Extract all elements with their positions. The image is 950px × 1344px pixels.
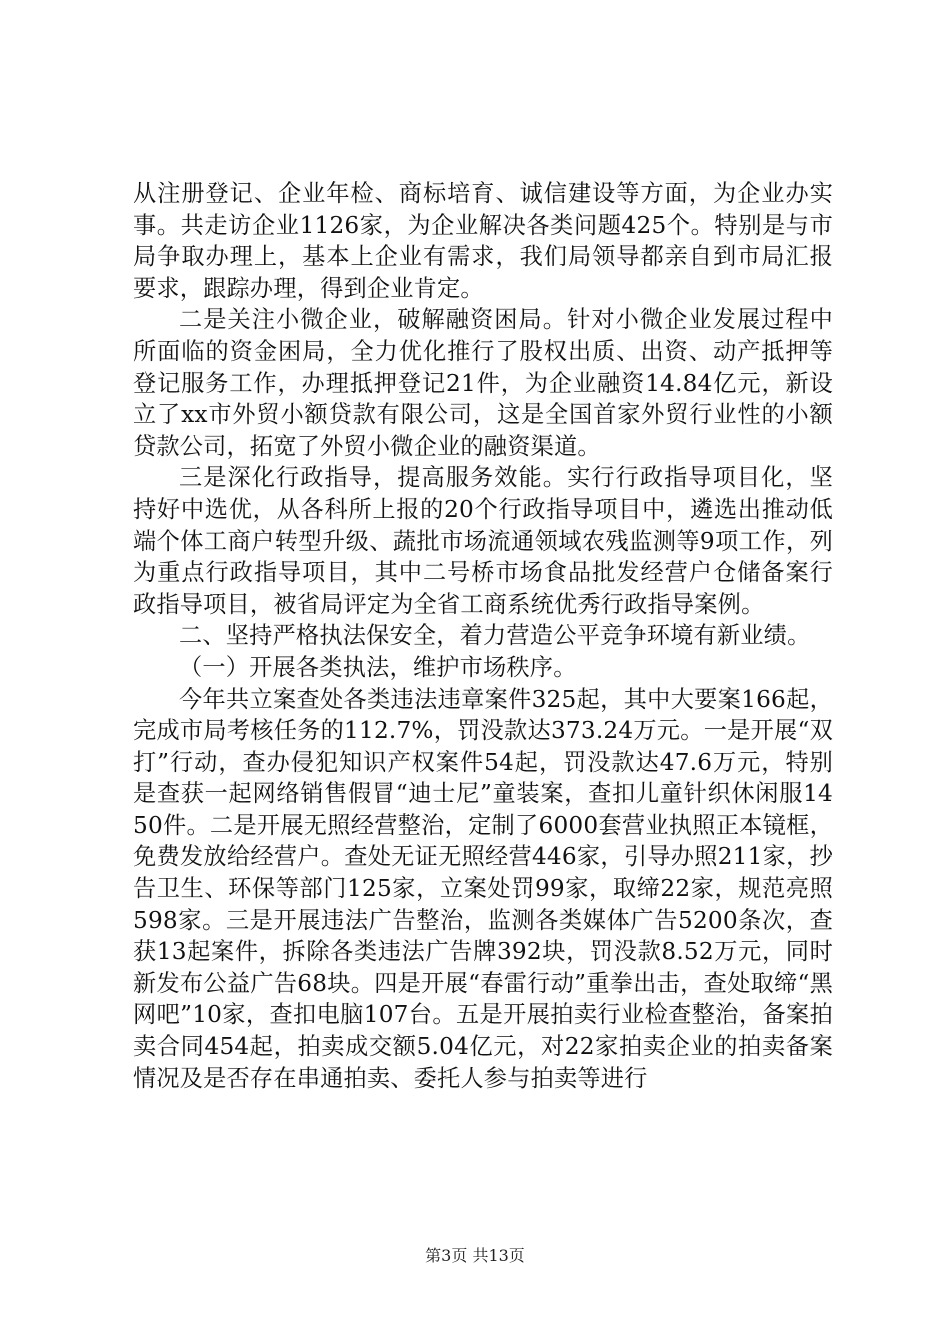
subsection-heading-1: （一）开展各类执法，维护市场秩序。 [179,653,577,681]
paragraph-2: 二是关注小微企业，破解融资困局。针对小微企业发展过程中所面临的资金困局，全力优化推行了股权出质、出资、动产抵押等登记服务工作，办理抵押登记21件，为企业融资14.84亿元，新设立了xx市外贸小额贷款有限公司，这是全国首家外贸行业性的小额贷款公司，拓宽了外贸小微企业的融资渠道。 [133,306,833,460]
paragraph-enforcement: 今年共立案查处各类违法违章案件325起，其中大要案166起，完成市局考核任务的112.7%，罚没款达373.24万元。一是开展“双打”行动，查办侵犯知识产权案件54起，罚没款达47.6万元，特别是查获一起网络销售假冒“迪士尼”童装案，查扣儿童针织休闲服1450件。二是开展无照经营整治，定制了6000套营业执照正本镜框，免费发放给经营户。查处无证无照经营446家，引导办照211家，抄告卫生、环保等部门125家，立案处罚99家，取缔22家，规范亮照598家。三是开展违法广告整治，监测各类媒体广告5200条次，查获13起案件，拆除各类违法广告牌392块，罚没款8.52万元，同时新发布公益广告68块。四是开展“春雷行动”重拳出击，查处取缔“黑网吧”10家，查扣电脑107台。五是开展拍卖行业检查整治，备案拍卖合同454起，拍卖成交额5.04亿元，对22家拍卖企业的拍卖备案情况及是否存在串通拍卖、委托人参与拍卖等进行 [133,685,833,1092]
section-heading-2: 二、坚持严格执法保安全，着力营造公平竞争环境有新业绩。 [179,622,811,650]
paragraph-1: 从注册登记、企业年检、商标培育、诚信建设等方面，为企业办实事。共走访企业1126家，为企业解决各类问题425个。特别是与市局争取办理上，基本上企业有需求，我们局领导都亲自到市局汇报要求，跟踪办理，得到企业肯定。 [133,180,833,302]
paragraph-3: 三是深化行政指导，提高服务效能。实行行政指导项目化，坚持好中选优，从各科所上报的20个行政指导项目中，遴选出推动低端个体工商户转型升级、蔬批市场流通领域农残监测等9项工作，列为重点行政指导项目，其中二号桥市场食品批发经营户仓储备案行政指导项目，被省局评定为全省工商系统优秀行政指导案例。 [133,464,833,618]
document-body [133,178,833,1094]
page-number-label: 第3页 共13页 [425,1246,525,1265]
page-footer [0,1243,950,1266]
